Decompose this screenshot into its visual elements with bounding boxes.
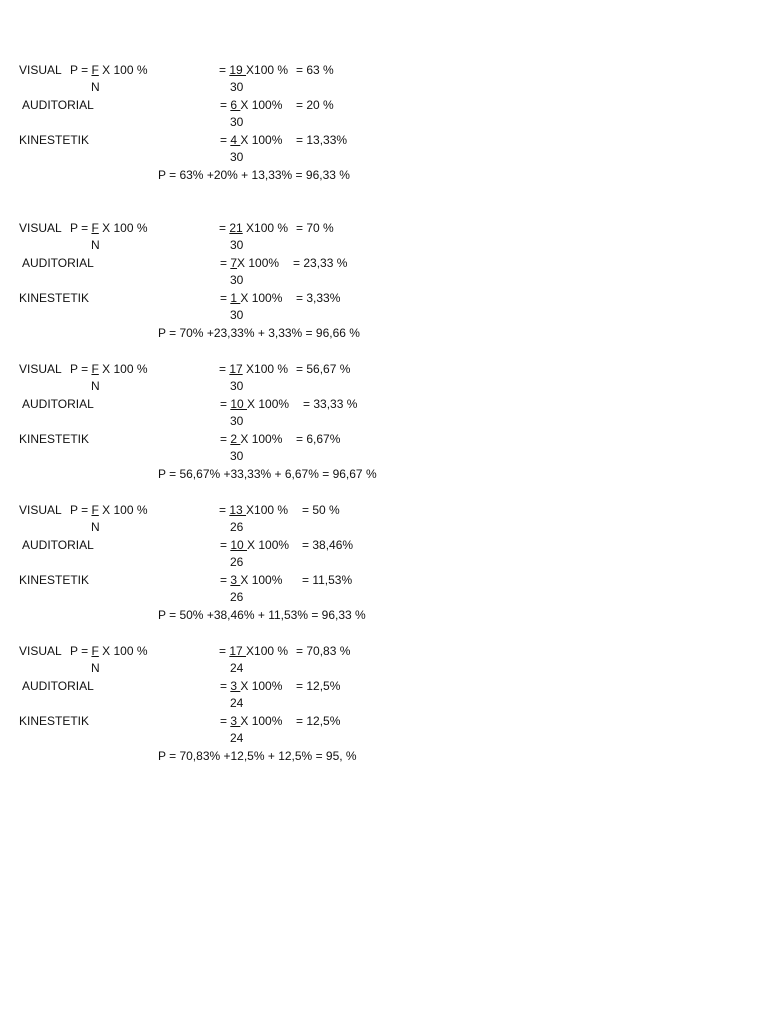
visual-denominator: 24 (230, 661, 244, 675)
visual-result: = 50 % (302, 503, 340, 517)
kinestetik-result: = 3,33% (296, 291, 341, 305)
auditorial-result: = 33,33 % (303, 397, 358, 411)
auditorial-label: AUDITORIAL (22, 679, 94, 693)
kinestetik-result: = 11,53% (302, 573, 353, 587)
formula-denominator: N (91, 520, 100, 534)
visual-calculation: = 21 X100 % (219, 221, 289, 235)
visual-label: VISUAL (19, 362, 62, 376)
auditorial-label: AUDITORIAL (22, 256, 94, 270)
auditorial-label: AUDITORIAL (22, 397, 94, 411)
visual-result: = 70,83 % (296, 644, 351, 658)
auditorial-denominator: 26 (230, 555, 244, 569)
visual-denominator: 26 (230, 520, 244, 534)
kinestetik-result: = 13,33% (296, 133, 348, 147)
kinestetik-label: KINESTETIK (19, 291, 90, 305)
kinestetik-result: = 12,5% (296, 714, 341, 728)
kinestetik-denominator: 24 (230, 731, 244, 745)
total-line: P = 70,83% +12,5% + 12,5% = 95, % (158, 749, 357, 763)
visual-result: = 63 % (296, 63, 334, 77)
visual-label: VISUAL (19, 503, 62, 517)
calculation-block (0, 644, 768, 774)
formula-denominator: N (91, 661, 100, 675)
auditorial-denominator: 30 (230, 273, 244, 287)
visual-denominator: 30 (230, 238, 244, 252)
kinestetik-calculation: = 1 X 100% (220, 291, 283, 305)
auditorial-calculation: = 3 X 100% (220, 679, 283, 693)
total-line: P = 56,67% +33,33% + 6,67% = 96,67 % (158, 467, 377, 481)
total-line: P = 70% +23,33% + 3,33% = 96,66 % (158, 326, 360, 340)
calculation-block (0, 362, 768, 492)
auditorial-label: AUDITORIAL (22, 98, 94, 112)
kinestetik-calculation: = 3 X 100% (220, 714, 283, 728)
formula: P = F X 100 % (70, 362, 148, 376)
formula: P = F X 100 % (70, 63, 148, 77)
kinestetik-calculation: = 4 X 100% (220, 133, 283, 147)
visual-result: = 70 % (296, 221, 334, 235)
kinestetik-label: KINESTETIK (19, 432, 90, 446)
auditorial-result: = 38,46% (302, 538, 354, 552)
calculation-block (0, 221, 768, 351)
auditorial-denominator: 30 (230, 115, 244, 129)
calculation-block (0, 63, 768, 193)
calculation-block (0, 503, 768, 633)
visual-calculation: = 13 X100 % (219, 503, 289, 517)
formula-denominator: N (91, 238, 100, 252)
kinestetik-calculation: = 3 X 100% (220, 573, 283, 587)
auditorial-result: = 12,5% (296, 679, 341, 693)
visual-denominator: 30 (230, 80, 244, 94)
visual-denominator: 30 (230, 379, 244, 393)
kinestetik-label: KINESTETIK (19, 133, 90, 147)
kinestetik-calculation: = 2 X 100% (220, 432, 283, 446)
kinestetik-denominator: 30 (230, 449, 244, 463)
kinestetik-denominator: 30 (230, 150, 244, 164)
auditorial-result: = 23,33 % (293, 256, 348, 270)
auditorial-calculation: = 7X 100% (220, 256, 280, 270)
formula: P = F X 100 % (70, 221, 148, 235)
visual-calculation: = 17 X100 % (219, 362, 289, 376)
auditorial-label: AUDITORIAL (22, 538, 94, 552)
visual-label: VISUAL (19, 221, 62, 235)
kinestetik-denominator: 30 (230, 308, 244, 322)
kinestetik-result: = 6,67% (296, 432, 341, 446)
visual-calculation: = 19 X100 % (219, 63, 289, 77)
kinestetik-label: KINESTETIK (19, 714, 90, 728)
kinestetik-denominator: 26 (230, 590, 244, 604)
auditorial-denominator: 30 (230, 414, 244, 428)
total-line: P = 63% +20% + 13,33% = 96,33 % (158, 168, 350, 182)
auditorial-calculation: = 6 X 100% (220, 98, 283, 112)
auditorial-denominator: 24 (230, 696, 244, 710)
formula: P = F X 100 % (70, 503, 148, 517)
visual-calculation: = 17 X100 % (219, 644, 289, 658)
visual-label: VISUAL (19, 644, 62, 658)
auditorial-result: = 20 % (296, 98, 334, 112)
formula-denominator: N (91, 379, 100, 393)
auditorial-calculation: = 10 X 100% (220, 397, 290, 411)
total-line: P = 50% +38,46% + 11,53% = 96,33 % (158, 608, 366, 622)
formula-denominator: N (91, 80, 100, 94)
kinestetik-label: KINESTETIK (19, 573, 90, 587)
visual-result: = 56,67 % (296, 362, 351, 376)
formula: P = F X 100 % (70, 644, 148, 658)
auditorial-calculation: = 10 X 100% (220, 538, 290, 552)
visual-label: VISUAL (19, 63, 62, 77)
